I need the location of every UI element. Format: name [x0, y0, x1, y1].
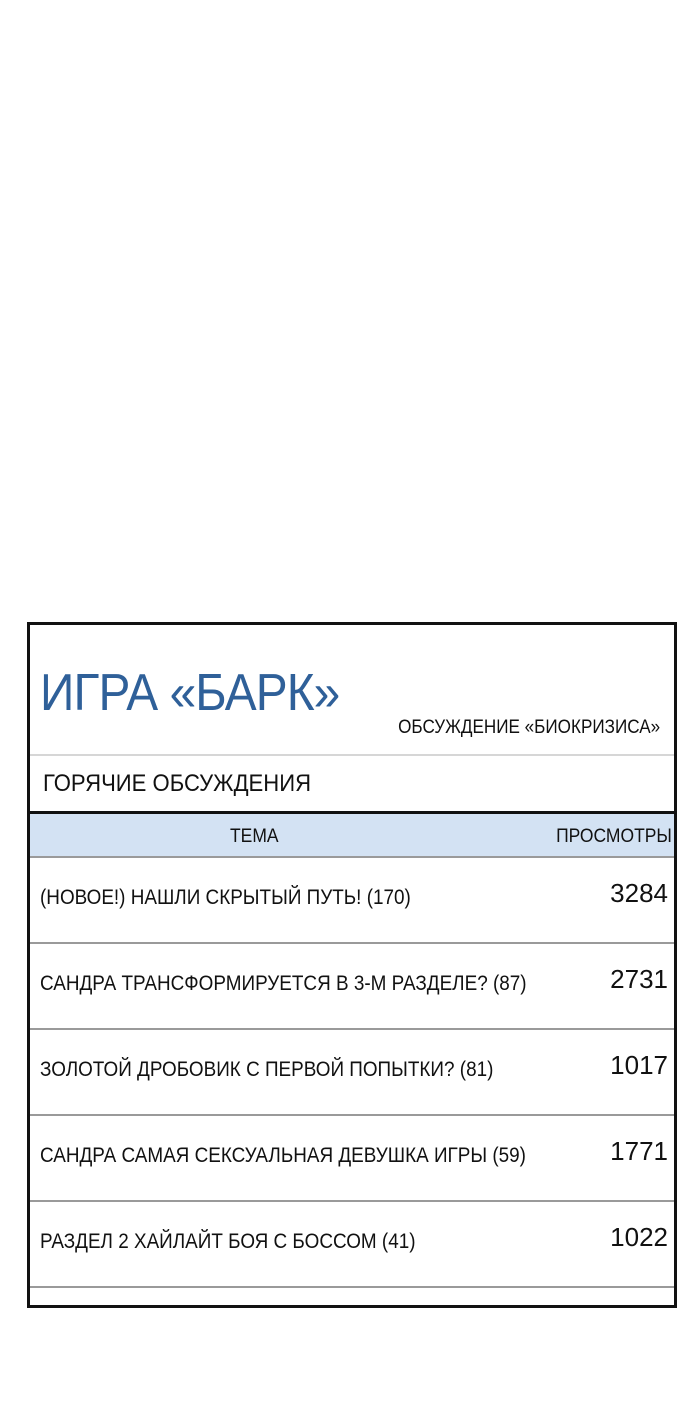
- topic-title[interactable]: САНДРА САМАЯ СЕКСУАЛЬНАЯ ДЕВУШКА ИГРЫ (59): [40, 1144, 526, 1167]
- column-header-views[interactable]: ПРОСМОТРЫ: [556, 826, 672, 847]
- table-row[interactable]: [30, 1202, 674, 1288]
- table-row[interactable]: [30, 858, 674, 944]
- topic-view-count: 2731: [610, 964, 668, 994]
- column-header-topic[interactable]: ТЕМА: [230, 826, 279, 847]
- table-row[interactable]: [30, 1030, 674, 1116]
- empty-row: [30, 1288, 674, 1308]
- topic-title[interactable]: САНДРА ТРАНСФОРМИРУЕТСЯ В 3-М РАЗДЕЛЕ? (87): [40, 972, 527, 995]
- topic-title[interactable]: РАЗДЕЛ 2 ХАЙЛАЙТ БОЯ С БОССОМ (41): [40, 1230, 416, 1253]
- section-bar: [30, 756, 674, 814]
- table-row[interactable]: [30, 944, 674, 1030]
- forum-header: [30, 625, 674, 756]
- table-row[interactable]: [30, 1116, 674, 1202]
- site-title[interactable]: ИГРА «БАРК»: [40, 664, 340, 722]
- topic-view-count: 1017: [610, 1050, 668, 1080]
- topic-view-count: 1771: [610, 1136, 668, 1166]
- forum-subtitle: ОБСУЖДЕНИЕ «БИОКРИЗИСА»: [397, 717, 660, 738]
- section-title: ГОРЯЧИЕ ОБСУЖДЕНИЯ: [43, 770, 312, 797]
- table-header-row: [30, 814, 674, 858]
- topic-view-count: 3284: [610, 878, 668, 908]
- topic-title[interactable]: (НОВОЕ!) НАШЛИ СКРЫТЫЙ ПУТЬ! (170): [40, 886, 411, 909]
- topic-view-count: 1022: [610, 1222, 668, 1252]
- topic-title[interactable]: ЗОЛОТОЙ ДРОБОВИК С ПЕРВОЙ ПОПЫТКИ? (81): [40, 1058, 494, 1081]
- forum-panel: [27, 622, 677, 1308]
